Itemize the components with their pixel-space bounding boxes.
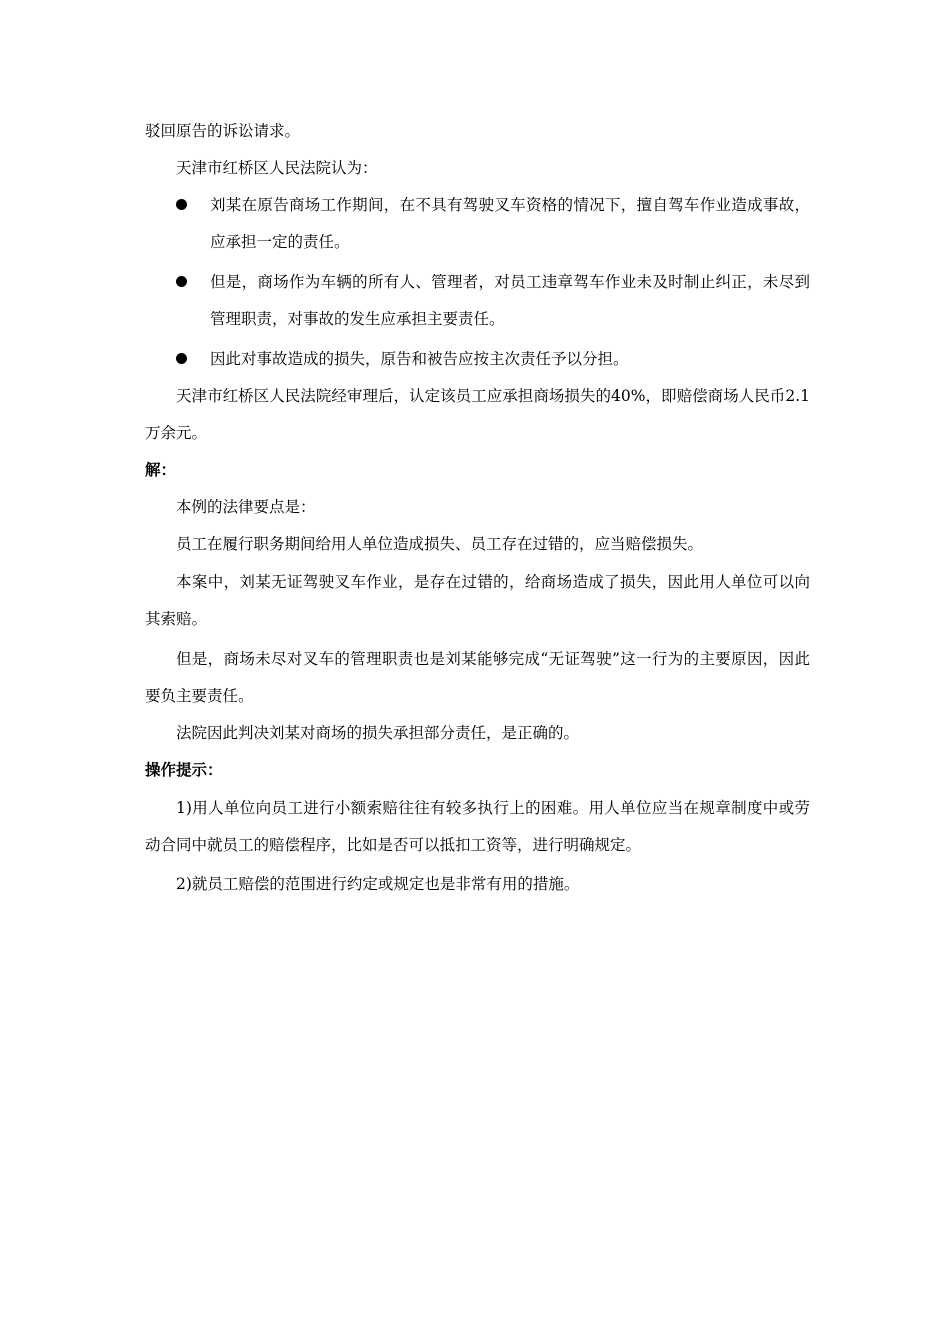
bullet-text: 因此对事故造成的损失，原告和被告应按主次责任予以分担。: [210, 350, 629, 368]
bullet-item: [176, 187, 810, 261]
paragraph-court-view: 天津市红桥区人民法院认为：: [176, 159, 378, 177]
paragraph-tip-2: 2)就员工赔偿的范围进行约定或规定也是非常有用的措施。: [176, 875, 580, 893]
paragraph-conclusion: 法院因此判决刘某对商场的损失承担部分责任，是正确的。: [176, 724, 580, 742]
heading-tips: 操作提示：: [145, 761, 223, 779]
bullet-item: [176, 341, 810, 378]
paragraph-case-fault: 本案中，刘某无证驾驶叉车作业，是存在过错的，给商场造成了损失，因此用人单位可以向其索赔。: [145, 573, 810, 628]
heading-explanation: 解：: [145, 461, 177, 479]
bullet-icon: [176, 353, 187, 364]
bullet-icon: [176, 199, 187, 210]
paragraph-intro: 驳回原告的诉讼请求。: [145, 122, 301, 140]
paragraph-principle: 员工在履行职务期间给用人单位造成损失、员工存在过错的，应当赔偿损失。: [176, 535, 704, 553]
paragraph-mall-fault: 但是，商场未尽对叉车的管理职责也是刘某能够完成“无证驾驶”这一行为的主要原因，因此要负主要责任。: [145, 650, 810, 705]
bullet-text: 刘某在原告商场工作期间，在不具有驾驶叉车资格的情况下，擅自驾车作业造成事故，应承担一定的责任。: [210, 196, 810, 251]
paragraph-tip-1: 1)用人单位向员工进行小额索赔往往有较多执行上的困难。用人单位应当在规章制度中或劳动合同中就员工的赔偿程序，比如是否可以抵扣工资等，进行明确规定。: [145, 799, 810, 854]
bullet-item: [176, 264, 810, 338]
paragraph-ruling: 天津市红桥区人民法院经审理后，认定该员工应承担商场损失的40%，即赔偿商场人民币2.1万余元。: [145, 387, 810, 442]
bullet-text: 但是，商场作为车辆的所有人、管理者，对员工违章驾车作业未及时制止纠正，未尽到管理职责，对事故的发生应承担主要责任。: [210, 273, 810, 328]
bullet-icon: [176, 276, 187, 287]
paragraph-key-points: 本例的法律要点是：: [176, 498, 316, 516]
